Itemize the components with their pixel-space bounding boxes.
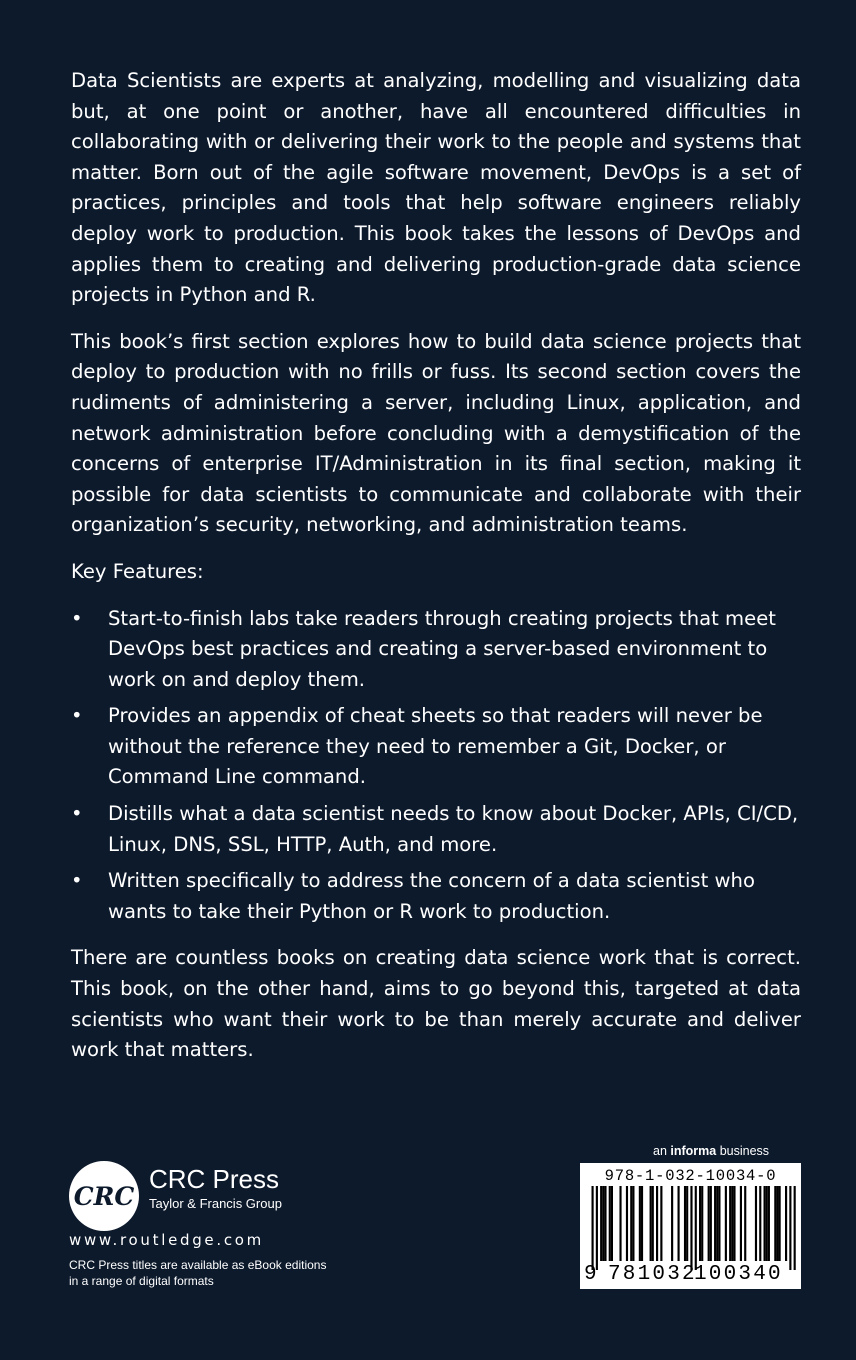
barcode-bar (656, 1186, 658, 1261)
barcode-bar (716, 1186, 718, 1261)
barcode-bar (764, 1186, 766, 1261)
barcode-bar (714, 1186, 716, 1261)
feature-item: • Written specifically to address the concern of a data scientist who wants to take their Python or R work to production. (71, 866, 801, 927)
barcode-bar (684, 1186, 686, 1261)
barcode-guard-bar (690, 1186, 692, 1270)
barcode-bar (744, 1186, 746, 1261)
barcode-bar (710, 1186, 712, 1261)
publisher-group: Taylor & Francis Group (149, 1196, 282, 1211)
bullet-icon: • (71, 869, 83, 893)
barcode-guard-bar (794, 1186, 796, 1270)
barcode-bar (604, 1186, 606, 1261)
bullet-icon: • (71, 606, 83, 630)
barcode-bar (686, 1186, 688, 1261)
barcode-bar (660, 1186, 662, 1261)
key-features-list (71, 604, 801, 928)
key-features-heading: Key Features: (71, 559, 204, 583)
barcode-bar (768, 1186, 770, 1261)
barcode-bar (779, 1186, 781, 1261)
barcode-bar (755, 1186, 757, 1261)
isbn-barcode: 978-1-032-10034-0 9 781032 100340 (580, 1163, 801, 1289)
barcode-bar (602, 1186, 604, 1261)
barcode-bar (766, 1186, 768, 1261)
barcode-bar (650, 1186, 652, 1261)
barcode-bar (774, 1186, 776, 1261)
barcode-guard-bar (695, 1186, 697, 1270)
barcode-bar (733, 1186, 735, 1261)
barcode-bar (718, 1186, 720, 1261)
description-text (71, 66, 801, 1082)
description-paragraph-1: Data Scientists are experts at analyzing, modelling and visualizing data but, at one point or another, have all encountered difficulties in collaborating with or delivering their work to the people and systems that matter. Born out of the agile software movement, DevOps is a set of practices, principles and tools that help software engineers reliably deploy work to production. This book takes the lessons of DevOps and applies them to creating and delivering production-grade data science projects in Python and R. (71, 69, 801, 307)
barcode-bar (729, 1186, 731, 1261)
barcode-bar (699, 1186, 701, 1261)
bullet-icon: • (71, 704, 83, 728)
barcode-bar (609, 1186, 611, 1261)
barcode-bar (731, 1186, 733, 1261)
publisher-website: www.routledge.com (69, 1231, 264, 1249)
barcode-bar (632, 1186, 634, 1261)
barcode-bar (630, 1186, 632, 1261)
barcode-bar (725, 1186, 727, 1261)
barcode-bar (652, 1186, 654, 1261)
barcode-bar (641, 1186, 643, 1261)
barcode-bar (611, 1186, 613, 1261)
barcode-bar (671, 1186, 673, 1261)
barcode-bar (708, 1186, 710, 1261)
feature-item: • Start-to-finish labs take readers through creating projects that meet DevOps best practices and creating a server-based environment to work on and deploy them. (71, 604, 801, 696)
isbn-number: 978-1-032-10034-0 (604, 1167, 777, 1185)
description-paragraph-2: This book’s first section explores how to build data science projects that deploy to production with no frills or fuss. Its second section covers the rudiments of administering a server, including Linux, application, and network administration before concluding with a demystification of the concerns of enterprise IT/Administration in its final section, making it possible for data scientists to communicate and collaborate with their organization’s security, networking, and administration teams. (71, 329, 801, 537)
barcode-bar (785, 1186, 787, 1261)
barcode-bar (740, 1186, 742, 1261)
bullet-icon: • (71, 802, 83, 826)
barcode-guard-bar (596, 1186, 598, 1270)
barcode-guard-bar (789, 1186, 791, 1270)
barcode-guard-bar (592, 1186, 594, 1270)
ebook-note: CRC Press titles are available as eBook editions in a range of digital formats (69, 1258, 327, 1288)
description-paragraph-3: There are countless books on creating data science work that is correct. This book, on the other hand, aims to go beyond this, targeted at data scientists who want their work to be than merely accurate and deliver work that matters. (71, 946, 801, 1062)
publisher-name: CRC Press (149, 1164, 280, 1194)
barcode-bar (626, 1186, 628, 1261)
publisher-block (69, 1161, 369, 1291)
barcode-bar (600, 1186, 602, 1261)
barcode-bar (639, 1186, 641, 1261)
barcode-bar (776, 1186, 778, 1261)
barcode-bar (619, 1186, 621, 1261)
barcode-bar (759, 1186, 761, 1261)
barcode-bar (701, 1186, 703, 1261)
barcode-bar (678, 1186, 680, 1261)
feature-item: • Distills what a data scientist needs to know about Docker, APIs, CI/CD, Linux, DNS, SSL, HTTP, Auth, and more. (71, 799, 801, 860)
crc-logo-icon: CRC (69, 1161, 139, 1231)
feature-item: • Provides an appendix of cheat sheets so that readers will never be without the reference they need to remember a Git, Docker, or Command Line command. (71, 701, 801, 793)
informa-business-label: an informa business (653, 1144, 770, 1158)
